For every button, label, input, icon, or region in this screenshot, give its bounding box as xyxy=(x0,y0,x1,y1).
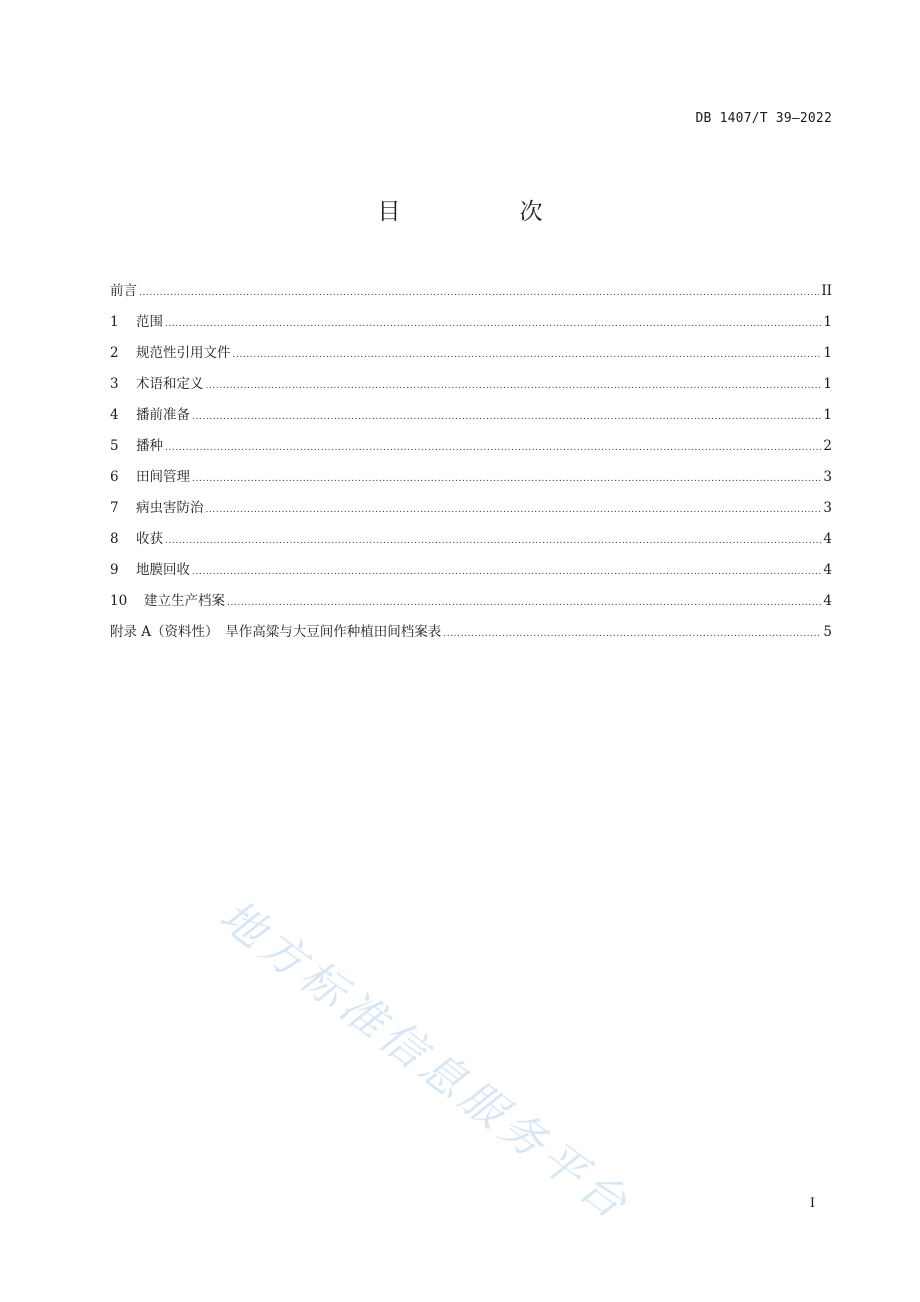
toc-entry-number: 3 xyxy=(110,376,119,392)
toc-entry-film-recovery[interactable] xyxy=(110,560,832,591)
toc-entry-number: 8 xyxy=(110,531,119,547)
toc-entry-number: 4 xyxy=(110,407,119,423)
toc-entry-production-records[interactable] xyxy=(110,591,832,622)
toc-entry-label: 播种 xyxy=(136,438,163,454)
page-title: 目 次 xyxy=(377,199,591,225)
toc-entry-page: 5 xyxy=(823,624,832,640)
toc-entry-foreword[interactable] xyxy=(110,281,832,312)
toc-entry-label: 收获 xyxy=(136,531,163,547)
toc-leader-dots xyxy=(192,469,821,489)
toc-leader-dots xyxy=(443,624,821,644)
toc-entry-appendix-a[interactable] xyxy=(110,622,832,653)
toc-leader-dots xyxy=(165,314,821,334)
page-number: I xyxy=(809,1196,815,1211)
toc-leader-dots xyxy=(233,345,822,365)
toc-entry-label: 范围 xyxy=(136,314,163,330)
toc-leader-dots xyxy=(165,438,821,458)
toc-entry-page: 3 xyxy=(823,469,832,485)
toc-entry-normative-references[interactable] xyxy=(110,343,832,374)
toc-entry-label: 附录 A（资料性） 旱作高粱与大豆间作种植田间档案表 xyxy=(110,624,442,640)
toc-entry-sowing[interactable] xyxy=(110,436,832,467)
toc-entry-label: 地膜回收 xyxy=(136,562,190,578)
toc-entry-label: 建立生产档案 xyxy=(144,593,225,609)
standard-code: DB 1407/T 39—2022 xyxy=(695,111,832,126)
toc-entry-scope[interactable] xyxy=(110,312,832,343)
toc-entry-label: 前言 xyxy=(110,283,137,299)
toc-leader-dots xyxy=(192,562,821,582)
toc-entry-terms-definitions[interactable] xyxy=(110,374,832,405)
toc-entry-field-management[interactable] xyxy=(110,467,832,498)
table-of-contents xyxy=(110,281,832,653)
toc-entry-number: 6 xyxy=(110,469,119,485)
toc-leader-dots xyxy=(139,283,819,303)
toc-entry-page: II xyxy=(821,283,832,299)
watermark: 地方标准信息服务平台 xyxy=(209,890,640,1232)
toc-leader-dots xyxy=(192,407,821,427)
toc-entry-page: 1 xyxy=(823,314,832,330)
toc-entry-number: 5 xyxy=(110,438,119,454)
toc-entry-label: 病虫害防治 xyxy=(136,500,204,516)
toc-entry-page: 4 xyxy=(823,531,832,547)
toc-entry-label: 术语和定义 xyxy=(136,376,204,392)
toc-leader-dots xyxy=(165,531,821,551)
toc-entry-page: 1 xyxy=(823,407,832,423)
toc-entry-label: 田间管理 xyxy=(136,469,190,485)
toc-entry-label: 播前准备 xyxy=(136,407,190,423)
toc-entry-page: 4 xyxy=(823,562,832,578)
toc-leader-dots xyxy=(227,593,821,613)
toc-entry-number: 1 xyxy=(110,314,119,330)
toc-leader-dots xyxy=(206,500,822,520)
toc-entry-page: 2 xyxy=(823,438,832,454)
toc-entry-number: 2 xyxy=(110,345,119,361)
toc-entry-page: 3 xyxy=(823,500,832,516)
toc-entry-number: 10 xyxy=(110,593,128,609)
toc-entry-pre-sowing[interactable] xyxy=(110,405,832,436)
toc-entry-number: 7 xyxy=(110,500,119,516)
toc-entry-page: 1 xyxy=(823,376,832,392)
toc-entry-page: 4 xyxy=(823,593,832,609)
toc-entry-pest-control[interactable] xyxy=(110,498,832,529)
toc-entry-harvest[interactable] xyxy=(110,529,832,560)
toc-leader-dots xyxy=(206,376,822,396)
toc-entry-number: 9 xyxy=(110,562,119,578)
toc-entry-label: 规范性引用文件 xyxy=(136,345,231,361)
toc-entry-page: 1 xyxy=(823,345,832,361)
